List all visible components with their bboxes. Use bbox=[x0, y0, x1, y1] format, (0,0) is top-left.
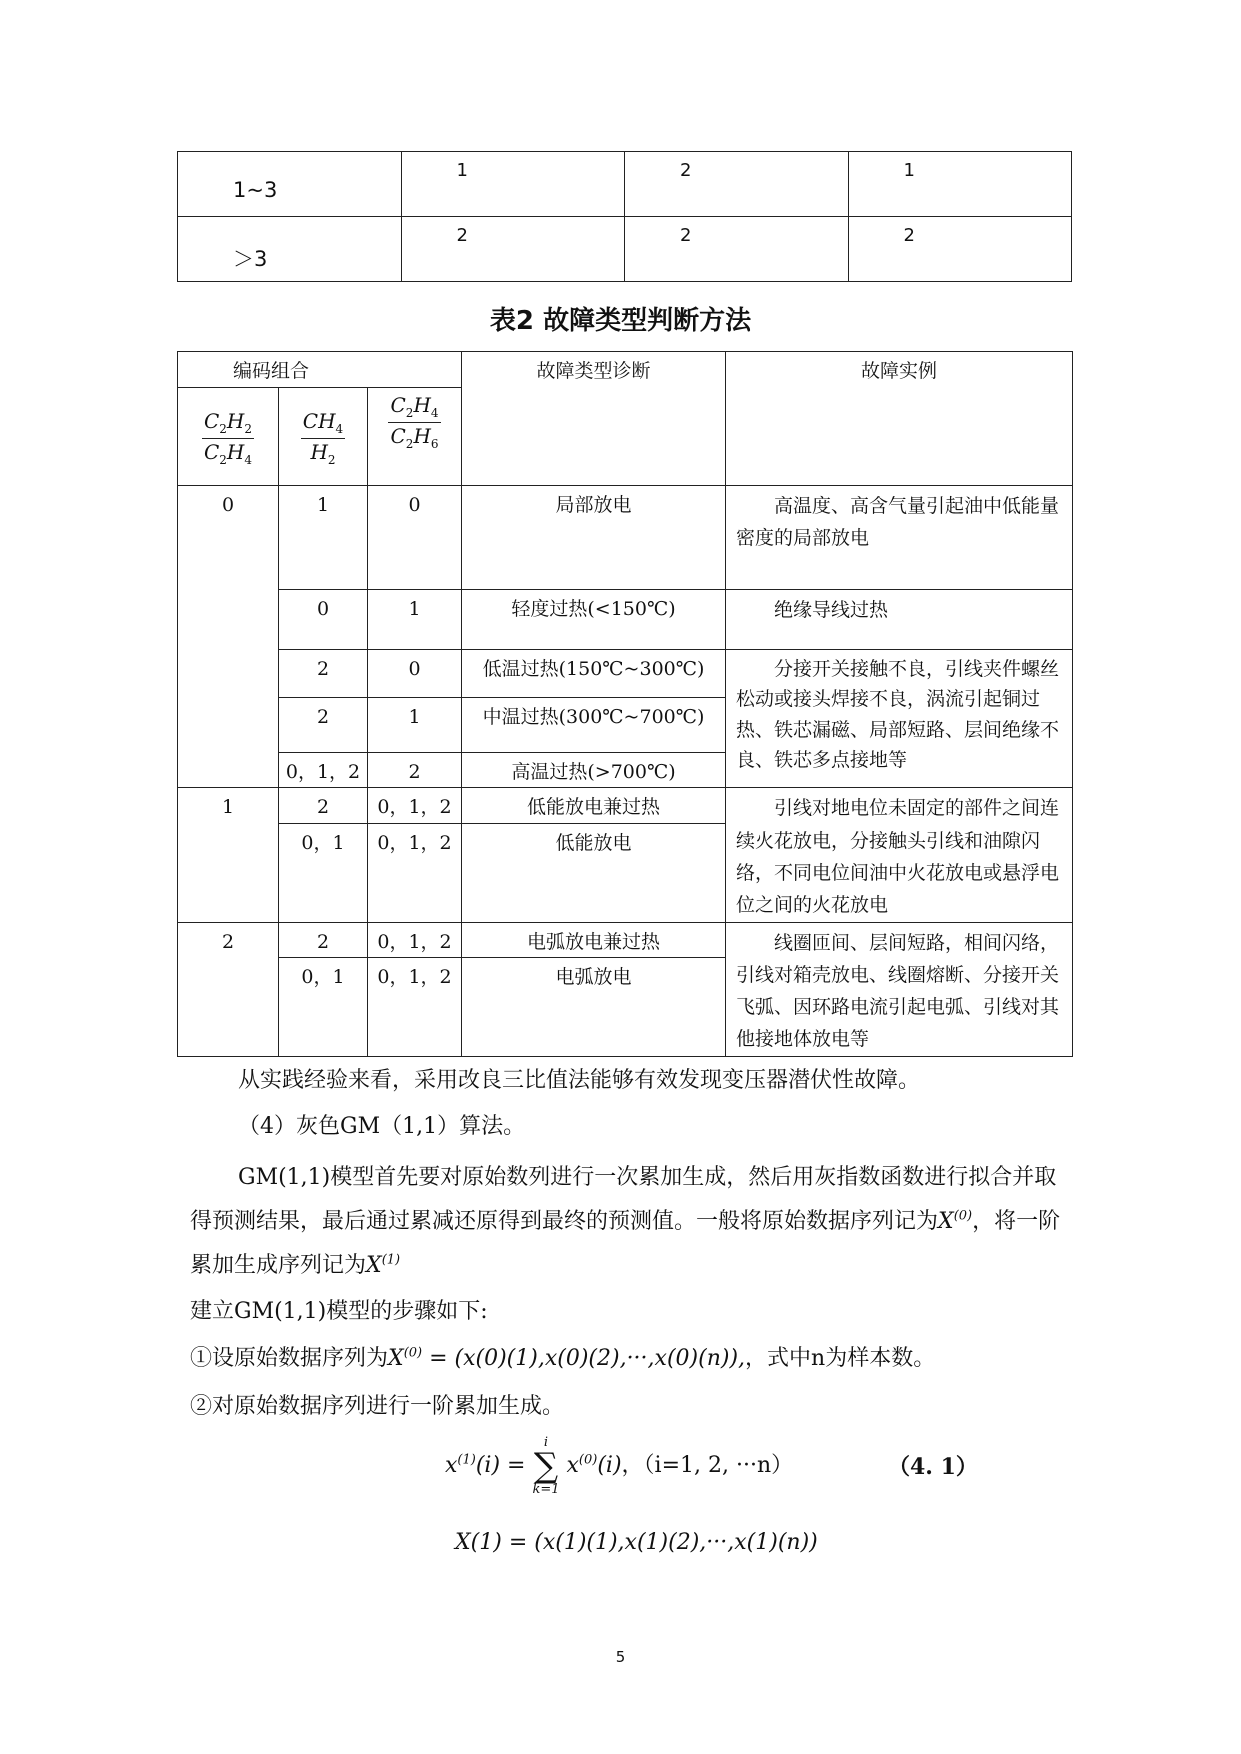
table-row bbox=[178, 217, 1072, 282]
diagnosis-cell: 低能放电兼过热 bbox=[462, 788, 726, 824]
cell-value: 1 bbox=[903, 160, 915, 181]
code-cell: 1 bbox=[178, 788, 279, 922]
code-cell: 2 bbox=[178, 922, 279, 1056]
table-row bbox=[178, 152, 1072, 217]
paragraph-text: ，式中n为样本数。 bbox=[745, 1346, 936, 1371]
code-cell: 0，1，2 bbox=[279, 753, 368, 788]
table-row bbox=[178, 486, 1073, 590]
example-cell: 高温度、高含气量引起油中低能量密度的局部放电 bbox=[726, 486, 1073, 590]
math-sequence: (x(0)(1),x(0)(2),···,x(0)(n)), bbox=[454, 1346, 746, 1371]
header-ratio-c2h4-c2h6: $\frac{C_2H_4}{C_2H_6}$ bbox=[368, 388, 462, 486]
code-cell: 2 bbox=[279, 788, 368, 824]
row-label: 1~3 bbox=[233, 178, 278, 202]
paragraph bbox=[190, 1342, 1070, 1376]
math-x0: $X^{(0)}$ bbox=[938, 1208, 973, 1234]
page-number: 5 bbox=[615, 1648, 626, 1666]
diagnosis-cell: 轻度过热(<150℃) bbox=[462, 590, 726, 650]
paragraph-text: GM(1,1)模型首先要对原始数列进行一次累加生成，然后用灰指数函数进行拟合并取得预测结果，最后通过累减还原得到最终的预测值。一般将原始数据序列记为 bbox=[190, 1165, 1057, 1234]
paragraph bbox=[190, 1156, 1070, 1288]
table-row bbox=[178, 590, 1073, 650]
math-x0: $X^{(0)}$ = bbox=[388, 1345, 455, 1371]
paragraph-text: ，将一阶累加生成序列记为 bbox=[190, 1209, 1061, 1278]
equation-number: （4. 1） bbox=[888, 1454, 978, 1480]
table-caption: 表2 故障类型判断方法 bbox=[489, 306, 752, 336]
paragraph: ②对原始数据序列进行一阶累加生成。 bbox=[190, 1394, 565, 1419]
diagnosis-cell: 电弧放电 bbox=[462, 958, 726, 1057]
code-cell: 0，1，2 bbox=[368, 823, 462, 922]
row-label: ＞3 bbox=[233, 247, 268, 271]
example-cell: 绝缘导线过热 bbox=[726, 590, 1073, 650]
cell-value: 2 bbox=[680, 225, 692, 246]
paragraph: 从实践经验来看，采用改良三比值法能够有效发现变压器潜伏性故障。 bbox=[238, 1068, 921, 1093]
header-ratio-c2h2-c2h4: $\frac{C_2H_2}{C_2H_4}$ bbox=[178, 388, 279, 486]
diagnosis-cell: 低能放电 bbox=[462, 823, 726, 922]
code-cell: 0 bbox=[279, 590, 368, 650]
code-cell: 2 bbox=[279, 922, 368, 958]
paragraph: 建立GM(1,1)模型的步骤如下: bbox=[190, 1299, 488, 1324]
equation-accumulated-sequence: X(1) = (x(1)(1),x(1)(2),···,x(1)(n)) bbox=[455, 1530, 818, 1555]
paragraph-text: ①设原始数据序列为 bbox=[190, 1346, 389, 1371]
example-cell: 分接开关接触不良，引线夹件螺丝松动或接头焊接不良，涡流引起铜过热、铁芯漏磁、局部短路、层间绝缘不良、铁芯多点接地等 bbox=[726, 650, 1073, 788]
code-cell: 0 bbox=[368, 486, 462, 590]
diagnosis-cell: 电弧放电兼过热 bbox=[462, 922, 726, 958]
code-cell: 0，1，2 bbox=[368, 788, 462, 824]
example-cell: 引线对地电位未固定的部件之间连续火花放电，分接触头引线和油隙闪络，不同电位间油中火花放电或悬浮电位之间的火花放电 bbox=[726, 788, 1073, 922]
example-cell: 线圈匝间、层间短路，相间闪络，引线对箱壳放电、线圈熔断、分接开关飞弧、因环路电流引起电弧、引线对其他接地体放电等 bbox=[726, 922, 1073, 1056]
code-cell: 2 bbox=[279, 650, 368, 698]
table-row bbox=[178, 922, 1073, 958]
table-row bbox=[178, 788, 1073, 824]
section-heading: （4）灰色GM（1,1）算法。 bbox=[238, 1114, 526, 1139]
code-cell: 1 bbox=[368, 590, 462, 650]
code-cell: 0，1，2 bbox=[368, 958, 462, 1057]
code-cell: 0，1，2 bbox=[368, 922, 462, 958]
code-cell: 0 bbox=[178, 486, 279, 788]
code-cell: 0 bbox=[368, 650, 462, 698]
code-cell: 2 bbox=[368, 753, 462, 788]
math-x1: $X^{(1)}$ bbox=[366, 1252, 401, 1278]
code-cell: 2 bbox=[279, 698, 368, 753]
diagnosis-cell: 中温过热(300℃~700℃) bbox=[462, 698, 726, 753]
fault-type-table bbox=[177, 351, 1073, 1057]
code-cell: 0，1 bbox=[279, 823, 368, 922]
header-code-combo: 编码组合 bbox=[178, 352, 462, 388]
cell-value: 2 bbox=[680, 160, 692, 181]
equation-4-1: $x^{(1)}(i)$ = i ∑ k=1 $x^{(0)}(i)$，（i=1, 2, ···n） bbox=[445, 1435, 794, 1497]
cell-value: 2 bbox=[903, 225, 915, 246]
cell-value: 1 bbox=[456, 160, 468, 181]
equation-condition: ，（i=1, 2, ···n） bbox=[621, 1453, 794, 1478]
diagnosis-cell: 低温过热(150℃~300℃) bbox=[462, 650, 726, 698]
header-examples: 故障实例 bbox=[726, 352, 1073, 486]
header-ratio-ch4-h2: $\frac{CH_4}{H_2}$ bbox=[279, 388, 368, 486]
code-cell: 1 bbox=[279, 486, 368, 590]
code-cell: 0，1 bbox=[279, 958, 368, 1057]
continuation-table bbox=[177, 151, 1072, 282]
diagnosis-cell: 高温过热(>700℃) bbox=[462, 753, 726, 788]
table-row bbox=[178, 650, 1073, 698]
code-cell: 1 bbox=[368, 698, 462, 753]
table-header-row bbox=[178, 352, 1073, 388]
cell-value: 2 bbox=[456, 225, 468, 246]
diagnosis-cell: 局部放电 bbox=[462, 486, 726, 590]
header-diagnosis: 故障类型诊断 bbox=[462, 352, 726, 486]
